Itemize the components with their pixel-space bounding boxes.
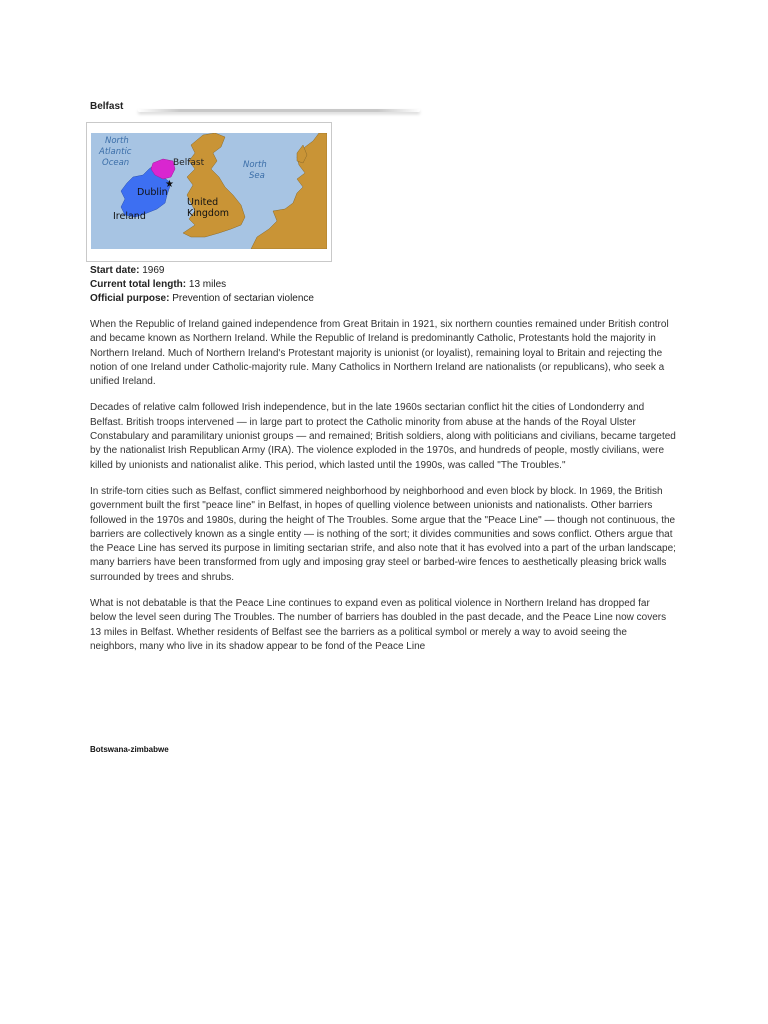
fact-start-date: [90, 264, 314, 278]
map-label-belfast: Belfast: [173, 158, 205, 168]
fact-label: Official purpose:: [90, 293, 170, 304]
paragraph: Decades of relative calm followed Irish independence, but in the late 1960s sectarian conflict hit the cities of Londonderry and Belfast. British troops intervened — in large part to protect the Catholic minority from abuse at the hands of the Royal Ulster Constabulary and paramilitary unionist groups — and remained; British soldiers, along with politicians and civilians, became targeted by the nationalist Irish Republican Army (IRA). The violence exploded in the 1970s, and hundreds of people, mostly civilians, were killed by unionists and nationalist alike. This period, which lasted until the 1990s, was called "The Troubles.": [90, 402, 676, 471]
fact-official-purpose: [90, 292, 314, 306]
fact-value: 13 miles: [186, 279, 227, 290]
map-illustration: [91, 133, 327, 249]
fact-value: Prevention of sectarian violence: [169, 293, 314, 304]
map-label-north-sea-2: Sea: [249, 171, 265, 181]
section-title: Belfast: [90, 101, 124, 112]
paragraph: What is not debatable is that the Peace Line continues to expand even as political violence in Northern Ireland has dropped far below the level seen during The Troubles. The number of barriers has doubled in the past decade, and the Peace Line now covers 13 miles in Belfast. Whether residents of Belfast see the barriers as a political symbol or merely a way to avoid seeing the neighbors, many who live in its shadow appear to be fond of the Peace Line: [90, 598, 667, 652]
location-map: [86, 122, 332, 262]
map-label-north-atlantic-1: North: [105, 136, 129, 146]
fact-label: Current total length:: [90, 279, 187, 290]
fact-list: [90, 264, 314, 306]
fact-label: Start date:: [90, 265, 140, 276]
article-body: [90, 318, 676, 666]
section-header: [90, 100, 430, 116]
map-label-north-sea-1: North: [243, 160, 267, 170]
paragraph: In strife-torn cities such as Belfast, conflict simmered neighborhood by neighborhood and even block by block. In 1969, the British government built the first "peace line" in Belfast, in hopes of quelling violence between unionists and nationalists. Other barriers followed in the 1970s and 1980s, during the height of The Troubles. Some argue that the "Peace Line" — though not continuous, the barriers are collectively known as a single entity — is nothing of the sort; it divides communities and sows conflict. Others argue that the Peace Line has served its purpose in limiting sectarian strife, and also note that it has evolved into a part of the urban landscape; many barriers have been transformed from ugly and imposing gray steel or barbed-wire fences to aesthetically pleasing brick walls surrounded by trees and shrubs.: [90, 485, 676, 583]
map-label-north-atlantic-2: Atlantic: [99, 147, 132, 157]
map-label-dublin: Dublin: [137, 187, 168, 198]
paragraph: When the Republic of Ireland gained independence from Great Britain in 1921, six northern counties remained under British control and became known as Northern Ireland. While the Republic of Ireland is predominantly Catholic, Protestants hold the majority in Northern Ireland. Much of Northern Ireland's Protestant majority is unionist (or loyalist), remaining loyal to Britain and rejecting the notion of one Ireland under Catholic-majority rule. Many Catholics in Northern Ireland are nationalists (or republicans), who seek a unified Ireland.: [90, 319, 669, 388]
header-divider: [138, 109, 420, 112]
map-label-uk-1: United: [187, 197, 219, 208]
fact-value: 1969: [139, 265, 165, 276]
map-label-uk-2: Kingdom: [187, 208, 230, 219]
map-label-ireland: Ireland: [113, 211, 146, 222]
map-label-north-atlantic-3: Ocean: [102, 158, 130, 168]
fact-total-length: [90, 278, 314, 292]
map-star-icon: ★: [165, 179, 174, 190]
next-section-title: Botswana-zimbabwe: [90, 745, 169, 754]
